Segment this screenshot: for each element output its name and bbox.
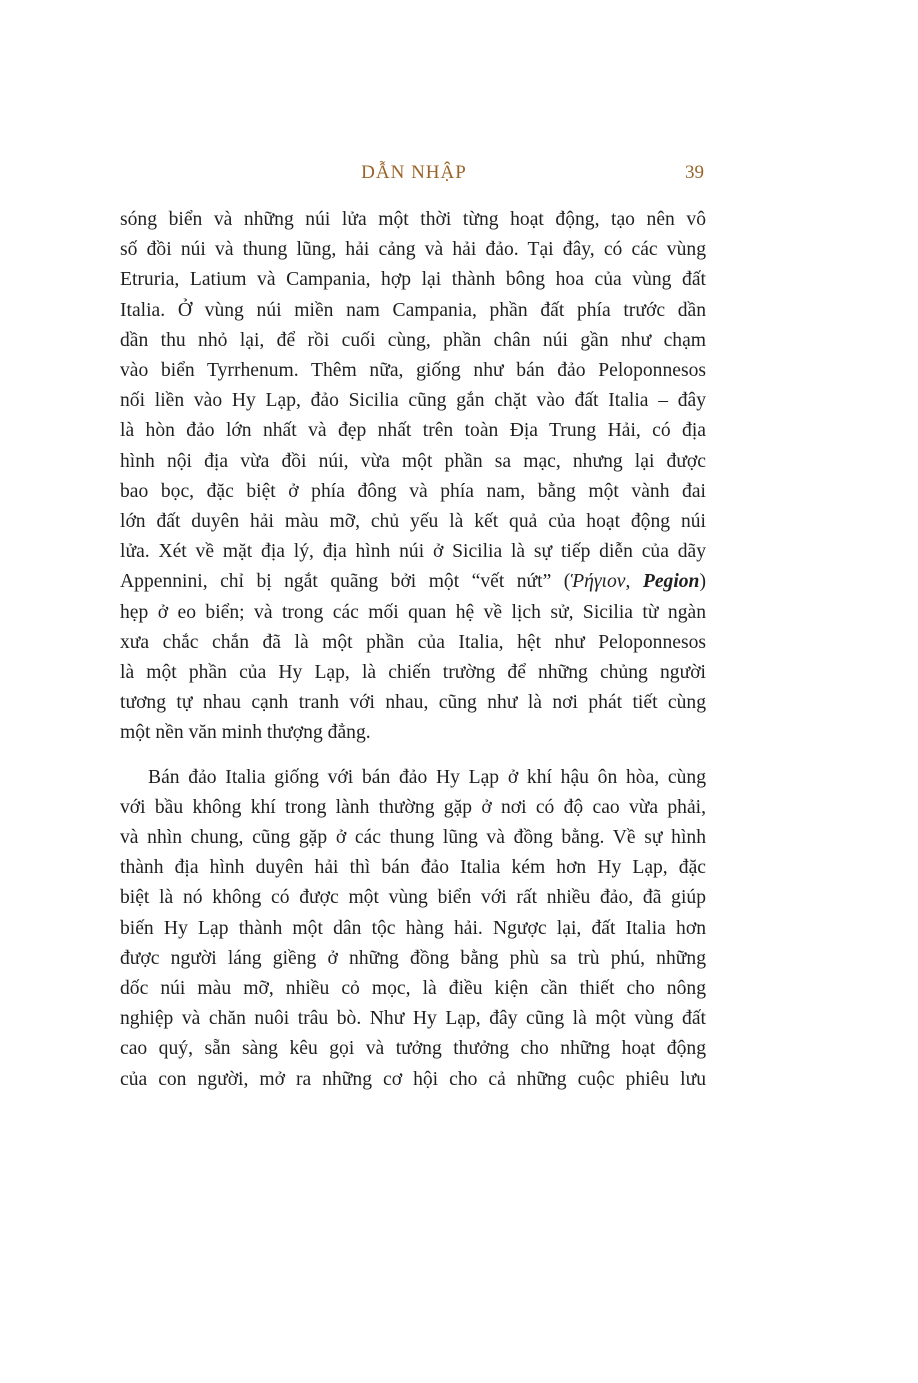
text-run: ) xyxy=(699,571,706,593)
text-run: , xyxy=(625,571,643,593)
text-line: Italia. Ở vùng núi miền nam Campania, phần đất phía trước dần xyxy=(120,299,706,321)
chapter-title: DẪN NHẬP xyxy=(361,162,467,183)
text-line: thành địa hình duyên hải thì bán đảo Italia kém hơn Hy Lạp, đặc xyxy=(120,857,706,879)
body-text xyxy=(120,205,706,1095)
text-line: của con người, mở ra những cơ hội cho cả những cuộc phiêu lưu xyxy=(120,1068,706,1090)
greek-term: Ῥήγιον xyxy=(570,571,626,593)
text-line: và nhìn chung, cũng gặp ở các thung lũng và đồng bằng. Về sự hình xyxy=(120,827,706,849)
running-head xyxy=(120,162,708,190)
text-line: biến Hy Lạp thành một dân tộc hàng hải. Ngược lại, đất Italia hơn xyxy=(120,917,706,939)
text-line: lớn đất duyên hải màu mỡ, chủ yếu là kết quả của hoạt động núi xyxy=(120,511,706,533)
text-line: biệt là nó không có được một vùng biển với rất nhiều đảo, đã giúp xyxy=(120,887,706,909)
text-line: vào biển Tyrrhenum. Thêm nữa, giống như bán đảo Peloponnesos xyxy=(120,360,706,382)
text-line: lửa. Xét về mặt địa lý, địa hình núi ở Sicilia là sự tiếp diễn của dãy xyxy=(120,541,706,563)
paragraph-first-line: Bán đảo Italia giống với bán đảo Hy Lạp ở khí hậu ôn hòa, cùng xyxy=(148,766,706,788)
text-line-with-greek xyxy=(120,567,706,597)
text-line: nối liền vào Hy Lạp, đảo Sicilia cũng gắn chặt vào đất Italia – đây xyxy=(120,390,706,412)
text-line: là một phần của Hy Lạp, là chiến trường để những chủng người xyxy=(120,662,706,684)
text-line: nghiệp và chăn nuôi trâu bò. Như Hy Lạp, đây cũng là một vùng đất xyxy=(120,1008,706,1030)
text-line: Etruria, Latium và Campania, hợp lại thành bông hoa của vùng đất xyxy=(120,269,706,291)
text-line: bao bọc, đặc biệt ở phía đông và phía nam, bằng một vành đai xyxy=(120,480,706,502)
text-line: cao quý, sẵn sàng kêu gọi và tưởng thưởng cho những hoạt động xyxy=(120,1038,706,1060)
text-line: với bầu không khí trong lành thường gặp ở nơi có độ cao vừa phải, xyxy=(120,796,706,818)
text-line: dốc núi màu mỡ, nhiều cỏ mọc, là điều kiện cần thiết cho nông xyxy=(120,978,706,1000)
text-line: hình nội địa vừa đồi núi, vừa một phần sa mạc, nhưng lại được xyxy=(120,450,706,472)
text-line: sóng biển và những núi lửa một thời từng hoạt động, tạo nên vô xyxy=(120,209,706,230)
text-line: được người láng giềng ở những đồng bằng phù sa trù phú, những xyxy=(120,947,706,969)
text-line: một nền văn minh thượng đẳng. xyxy=(120,722,371,744)
text-run: Appennini, chỉ bị ngắt quãng bởi một “vết nứt” ( xyxy=(120,571,571,593)
page-number: 39 xyxy=(685,162,704,183)
text-line: là hòn đảo lớn nhất và đẹp nhất trên toàn Địa Trung Hải, có địa xyxy=(120,420,706,442)
text-line: tương tự nhau cạnh tranh với nhau, cũng như là nơi phát tiết cùng xyxy=(120,692,706,714)
text-line: hẹp ở eo biển; và trong các mối quan hệ về lịch sử, Sicilia từ ngàn xyxy=(120,601,706,623)
latin-term: Pegion xyxy=(642,571,700,593)
text-line: số đồi núi và thung lũng, hải cảng và hải đảo. Tại đây, có các vùng xyxy=(120,239,706,261)
text-line: xưa chắc chắn đã là một phần của Italia, hệt như Peloponnesos xyxy=(120,631,706,653)
text-line: dần thu nhỏ lại, để rồi cuối cùng, phần chân núi gần như chạm xyxy=(120,329,706,351)
